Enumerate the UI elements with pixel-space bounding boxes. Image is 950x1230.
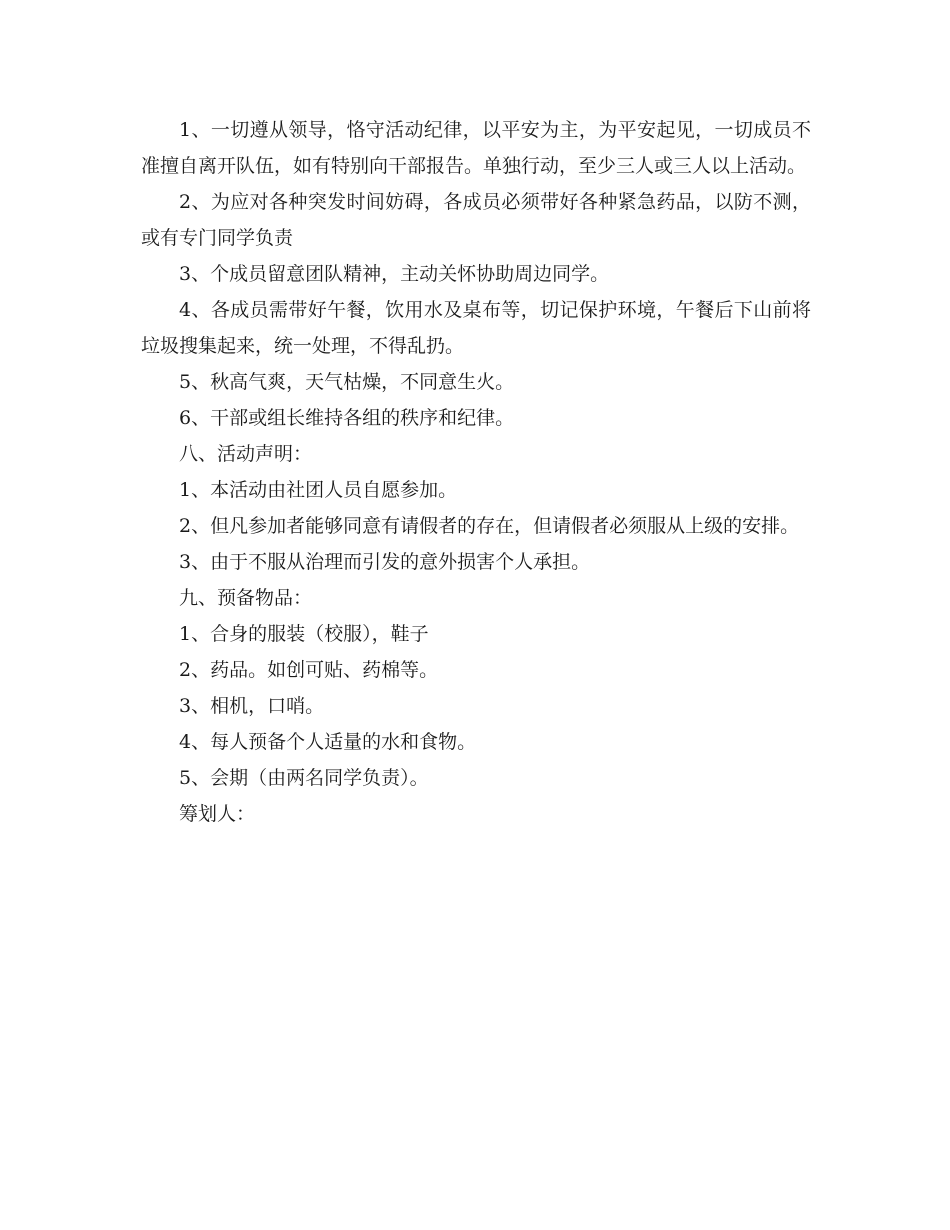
rule-3-paragraph: 3、个成员留意团队精神，主动关怀协助周边同学。 [179,263,610,285]
statement-1-paragraph: 1、本活动由社团人员自愿参加。 [179,479,458,501]
supply-1-item: 1、合身的服装（校服），鞋子 [179,623,429,645]
supply-4-item: 4、每人预备个人适量的水和食物。 [179,731,477,753]
rule-1-paragraph: 1、一切遵从领导，恪守活动纪律，以平安为主，为平安起见，一切成员不准擅自离开队伍，如有特别向干部报告。单独行动，至少三人或三人以上活动。 [141,119,811,177]
statement-2-paragraph: 2、但凡参加者能够同意有请假者的存在，但请假者必须服从上级的安排。 [179,515,800,537]
statement-3-paragraph: 3、由于不服从治理而引发的意外损害个人承担。 [179,551,591,573]
rule-4-paragraph: 4、各成员需带好午餐，饮用水及桌布等，切记保护环境，午餐后下山前将垃圾搜集起来，统一处理，不得乱扔。 [141,299,811,357]
supply-5-item: 5、会期（由两名同学负责）。 [179,767,429,789]
section-heading-statement: 八、活动声明： [179,443,313,465]
rule-2-paragraph: 2、为应对各种突发时间妨碍，各成员必须带好各种紧急药品，以防不测，或有专门同学负责 [141,191,811,249]
rule-5-paragraph: 5、秋高气爽，天气枯燥，不同意生火。 [179,371,515,393]
rule-6-paragraph: 6、干部或组长维持各组的秩序和纪律。 [179,407,515,429]
supply-2-item: 2、药品。如创可贴、药棉等。 [179,659,439,681]
planner-signature-line: 筹划人： [179,803,256,825]
section-heading-supplies: 九、预备物品： [179,587,313,609]
document-page [141,112,811,832]
supply-3-item: 3、相机，口哨。 [179,695,325,717]
